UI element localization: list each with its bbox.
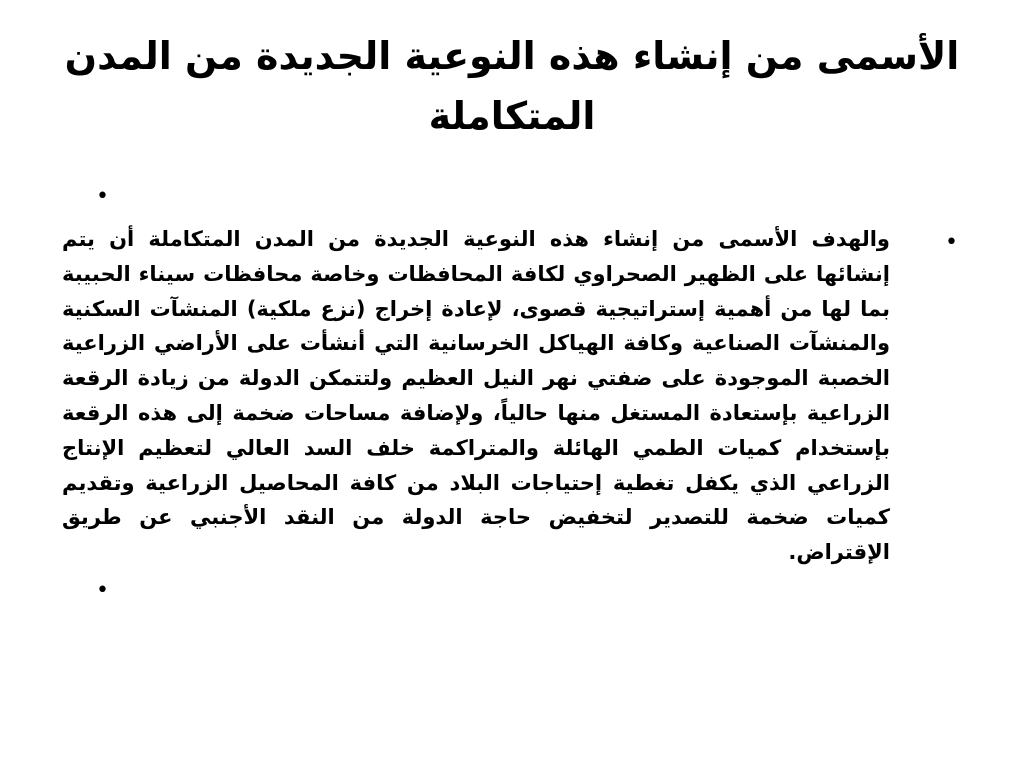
empty-bullet-top: • — [96, 184, 109, 209]
body-paragraph: والهدف الأسمى من إنشاء هذه النوعية الجديدة من المدن المتكاملة أن يتم إنشائها على الظهير الصحراوي لكافة المحافظات وخاصة محافظات سيناء الحبيبة بما لها من أهمية إستراتيجية قصوى، لإعادة إخراج (نزع ملكية) المنشآت السكنية والمنشآت الصناعية وكافة الهياكل الخرسانية التي أنشأت على الأراضي الزراعية الخصبة الموجودة على ضفتي نهر النيل العظيم ولتتمكن الدولة من زيادة الرقعة الزراعية بإستعادة المستغل منها حالياً، ولإضافة مساحات ضخمة إلى هذه الرقعة بإستخدام كميات الطمي الهائلة والمتراكمة خلف السد العالي لتعظيم الإنتاج الزراعي الذي يكفل تغطية إحتياجات البلاد من كافة المحاصيل الزراعية وتقديم كميات ضخمة للتصدير لتخفيض حاجة الدولة من النقد الأجنبي عن طريق الإقتراض. — [62, 227, 890, 565]
slide-title: الأسمى من إنشاء هذه النوعية الجديدة من المدن المتكاملة — [64, 34, 960, 138]
empty-bullet-bottom: • — [96, 578, 109, 603]
paragraph-bullet: • — [945, 230, 958, 255]
